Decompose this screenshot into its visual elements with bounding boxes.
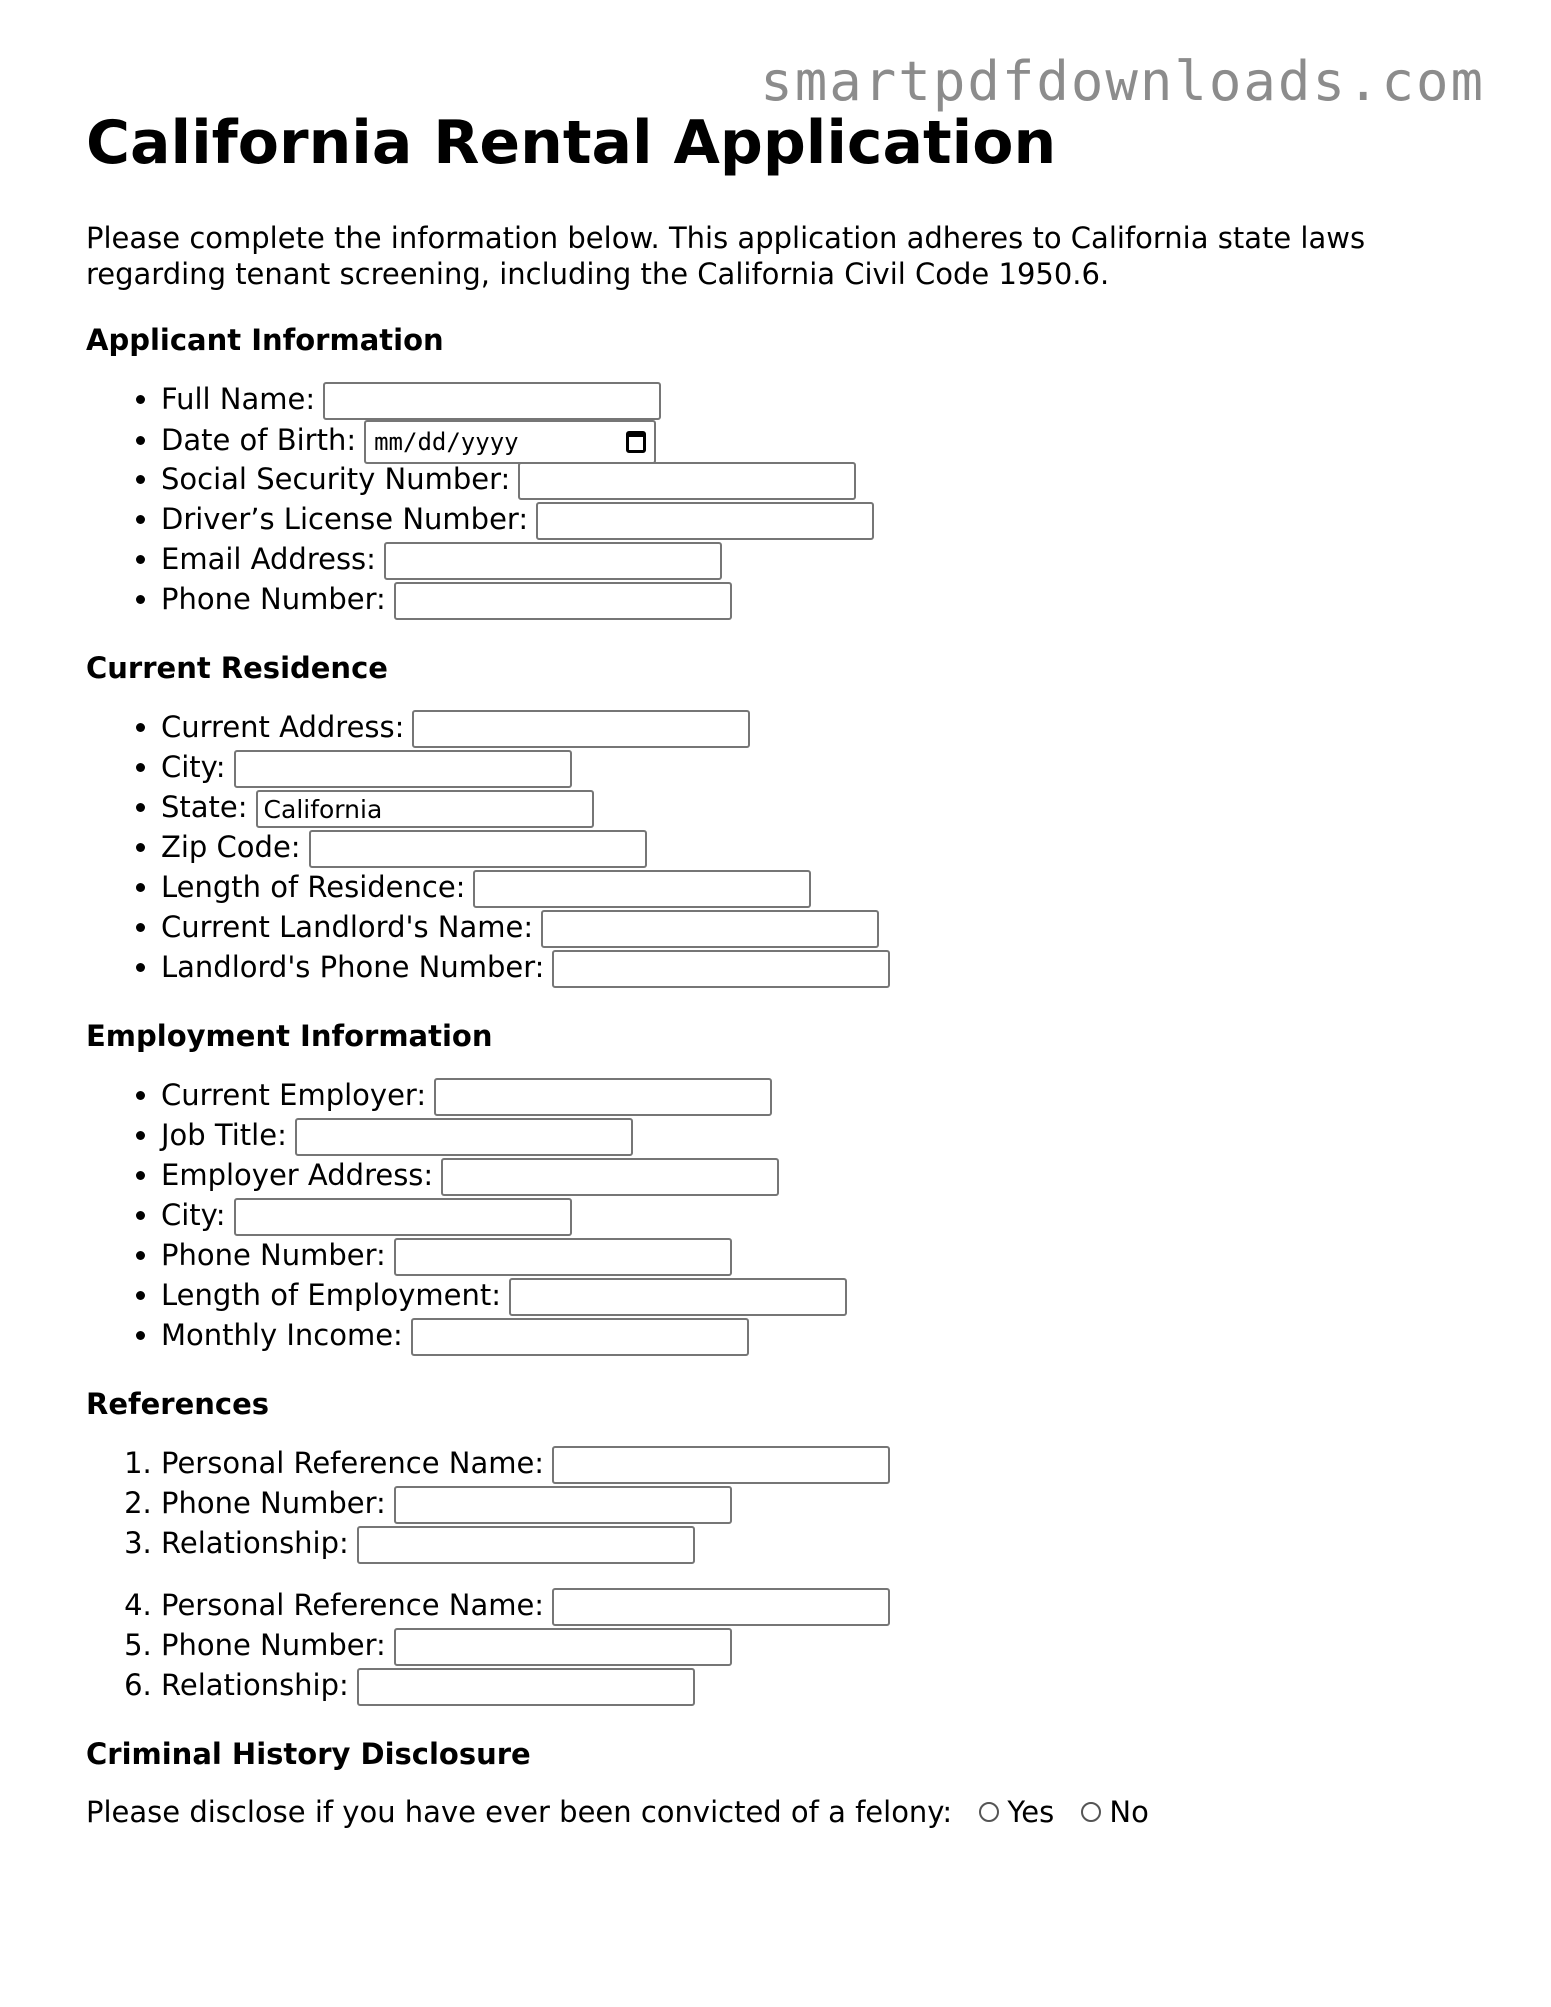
list-item	[161, 1116, 1466, 1156]
ssn-label: Social Security Number:	[161, 462, 511, 496]
employer-input[interactable]	[434, 1078, 772, 1116]
list-item	[161, 1196, 1466, 1236]
state-label: State:	[161, 790, 248, 824]
section-heading-criminal: Criminal History Disclosure	[86, 1737, 531, 1771]
landlord-name-label: Current Landlord's Name:	[161, 910, 534, 944]
felony-yes-radio[interactable]	[979, 1802, 999, 1822]
ref2-phone-label: Phone Number:	[161, 1628, 386, 1662]
list-item	[161, 420, 1466, 460]
applicant-list	[86, 380, 1466, 620]
page-title: California Rental Application	[86, 108, 1057, 178]
ref1-relationship-label: Relationship:	[161, 1526, 349, 1560]
ref2-name-input[interactable]	[552, 1588, 890, 1626]
list-item	[161, 748, 1466, 788]
residence-list	[86, 708, 1466, 988]
list-item	[161, 1156, 1466, 1196]
ref2-relationship-label: Relationship:	[161, 1668, 349, 1702]
list-item	[161, 380, 1466, 420]
list-item	[161, 460, 1466, 500]
section-heading-residence: Current Residence	[86, 651, 388, 685]
references-list-2	[86, 1586, 1466, 1706]
references-list-1	[86, 1444, 1466, 1564]
list-item	[161, 500, 1466, 540]
list-item	[161, 908, 1466, 948]
state-input[interactable]	[256, 790, 594, 828]
zip-label: Zip Code:	[161, 830, 301, 864]
city-input[interactable]	[234, 750, 572, 788]
email-input[interactable]	[384, 542, 722, 580]
residence-length-input[interactable]	[473, 870, 811, 908]
felony-no-radio[interactable]	[1081, 1802, 1101, 1822]
landlord-phone-label: Landlord's Phone Number:	[161, 950, 545, 984]
felony-question-row	[86, 1794, 1466, 1830]
employer-city-label: City:	[161, 1198, 226, 1232]
email-label: Email Address:	[161, 542, 376, 576]
list-item	[161, 1666, 1466, 1706]
landlord-phone-input[interactable]	[552, 950, 890, 988]
list-item	[161, 788, 1466, 828]
calendar-icon[interactable]	[626, 431, 646, 453]
job-title-label: Job Title:	[161, 1118, 287, 1152]
felony-no-label[interactable]: No	[1109, 1795, 1149, 1829]
ref2-name-label: Personal Reference Name:	[161, 1588, 545, 1622]
employer-address-label: Employer Address:	[161, 1158, 434, 1192]
list-item	[161, 1484, 1466, 1524]
section-heading-employment: Employment Information	[86, 1019, 493, 1053]
dob-label: Date of Birth:	[161, 423, 357, 457]
form-content	[86, 220, 1466, 1830]
list-item	[161, 828, 1466, 868]
employment-length-input[interactable]	[509, 1278, 847, 1316]
watermark: smartpdfdownloads.com	[760, 50, 1485, 113]
list-item	[161, 948, 1466, 988]
list-item	[161, 1076, 1466, 1116]
license-input[interactable]	[536, 502, 874, 540]
list-item	[161, 708, 1466, 748]
employer-label: Current Employer:	[161, 1078, 427, 1112]
landlord-name-input[interactable]	[541, 910, 879, 948]
list-item	[161, 1626, 1466, 1666]
monthly-income-input[interactable]	[411, 1318, 749, 1356]
city-label: City:	[161, 750, 226, 784]
current-address-input[interactable]	[412, 710, 750, 748]
ssn-input[interactable]	[518, 462, 856, 500]
list-item	[161, 540, 1466, 580]
employer-phone-input[interactable]	[394, 1238, 732, 1276]
ref1-phone-input[interactable]	[394, 1486, 732, 1524]
employer-city-input[interactable]	[234, 1198, 572, 1236]
list-item	[161, 1276, 1466, 1316]
section-heading-references: References	[86, 1387, 270, 1421]
ref1-phone-label: Phone Number:	[161, 1486, 386, 1520]
ref1-relationship-input[interactable]	[357, 1526, 695, 1564]
ref2-relationship-input[interactable]	[357, 1668, 695, 1706]
list-item	[161, 1586, 1466, 1626]
phone-input[interactable]	[394, 582, 732, 620]
intro-text: Please complete the information below. This application adheres to California state laws regarding tenant screening, including the California Civil Code 1950.6.	[86, 221, 1366, 291]
list-item	[161, 1236, 1466, 1276]
list-item	[161, 1444, 1466, 1484]
zip-input[interactable]	[309, 830, 647, 868]
dob-input[interactable]	[364, 420, 656, 464]
section-heading-applicant: Applicant Information	[86, 323, 444, 357]
dob-placeholder: mm/dd/yyyy	[374, 428, 519, 456]
full-name-input[interactable]	[323, 382, 661, 420]
full-name-label: Full Name:	[161, 382, 316, 416]
phone-label: Phone Number:	[161, 582, 386, 616]
list-item	[161, 1316, 1466, 1356]
monthly-income-label: Monthly Income:	[161, 1318, 403, 1352]
job-title-input[interactable]	[295, 1118, 633, 1156]
felony-question: Please disclose if you have ever been convicted of a felony:	[86, 1795, 953, 1829]
list-item	[161, 580, 1466, 620]
felony-yes-label[interactable]: Yes	[1007, 1795, 1055, 1829]
list-item	[161, 1524, 1466, 1564]
employment-list	[86, 1076, 1466, 1356]
current-address-label: Current Address:	[161, 710, 405, 744]
license-label: Driver’s License Number:	[161, 502, 529, 536]
ref2-phone-input[interactable]	[394, 1628, 732, 1666]
residence-length-label: Length of Residence:	[161, 870, 466, 904]
employment-length-label: Length of Employment:	[161, 1278, 501, 1312]
list-item	[161, 868, 1466, 908]
employer-phone-label: Phone Number:	[161, 1238, 386, 1272]
ref1-name-label: Personal Reference Name:	[161, 1446, 545, 1480]
employer-address-input[interactable]	[441, 1158, 779, 1196]
ref1-name-input[interactable]	[552, 1446, 890, 1484]
